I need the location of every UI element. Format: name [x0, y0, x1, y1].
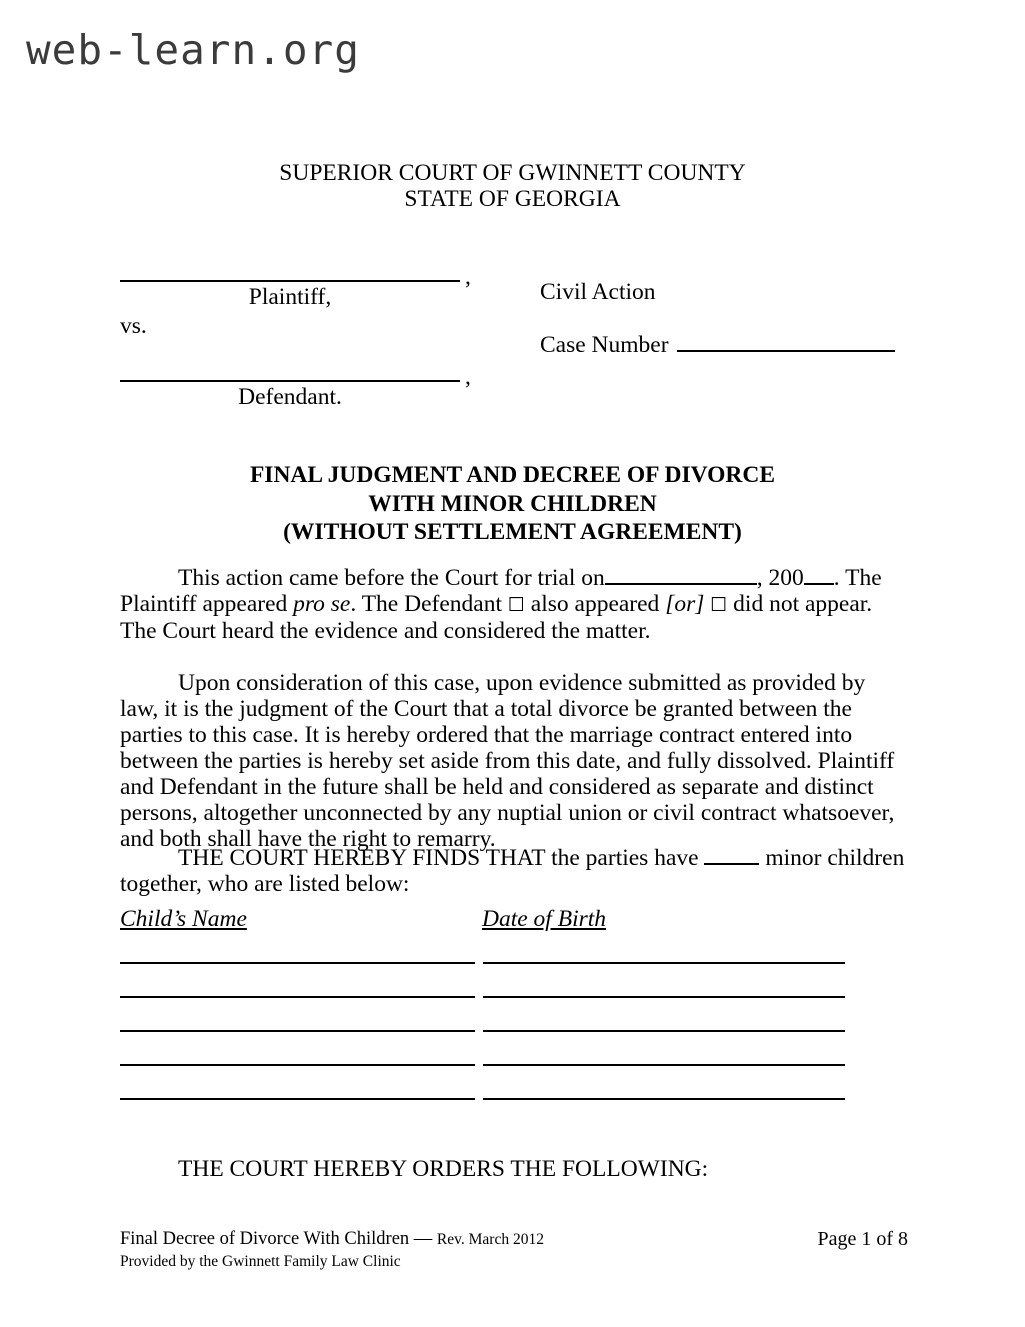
defendant-comma: ,: [465, 364, 471, 390]
page-footer: [120, 1229, 908, 1279]
pro-se-italic: pro se: [293, 591, 351, 617]
defendant-label: Defendant.: [238, 384, 342, 410]
caption-case-info: [540, 280, 910, 357]
checkbox-did-not-appear-icon[interactable]: ☐: [710, 594, 728, 616]
paragraph-trial-appearance: [120, 565, 908, 644]
orders-heading-text: THE COURT HEREBY ORDERS THE FOLLOWING:: [178, 1156, 709, 1182]
footer-document-title: Final Decree of Divorce With Children —: [120, 1229, 437, 1249]
plaintiff-comma: ,: [465, 264, 471, 290]
child-dob-blank[interactable]: [483, 962, 845, 964]
child-name-blank[interactable]: [120, 996, 475, 998]
p1-seg3: . The Plaintiff appeared: [120, 565, 882, 617]
footer-left: [120, 1229, 544, 1272]
minor-children-count-blank[interactable]: [704, 848, 759, 865]
plaintiff-name-blank[interactable]: [120, 280, 460, 282]
orders-heading: [120, 1156, 910, 1182]
trial-year-blank[interactable]: [804, 568, 834, 585]
column-header-date-of-birth: Date of Birth: [482, 906, 607, 932]
p1-seg2: , 200: [756, 565, 804, 591]
court-header-line-1: SUPERIOR COURT OF GWINNETT COUNTY: [279, 160, 746, 186]
trial-date-blank[interactable]: [605, 568, 757, 585]
court-header-line-2: STATE OF GEORGIA: [404, 186, 621, 212]
p1-seg4: . The Defendant: [350, 591, 508, 617]
footer-provider: Provided by the Gwinnett Family Law Clinic: [120, 1253, 401, 1270]
p1-seg5: also appeared: [524, 591, 666, 617]
footer-page-number: Page 1 of 8: [817, 1228, 908, 1250]
or-italic: [or]: [665, 591, 705, 617]
child-name-blank[interactable]: [120, 1064, 475, 1066]
p1-seg1: This action came before the Court for trial on: [178, 565, 605, 591]
versus-label: vs.: [120, 313, 147, 339]
case-number-label: Case Number: [540, 332, 669, 358]
child-dob-blank[interactable]: [483, 1030, 845, 1032]
child-dob-blank[interactable]: [483, 1098, 845, 1100]
paragraph-minor-children-finding: [120, 845, 908, 897]
court-header: [120, 160, 905, 212]
site-watermark: web-learn.org: [26, 26, 360, 74]
case-number-row: [540, 333, 910, 357]
footer-revision: Rev. March 2012: [436, 1231, 544, 1248]
case-caption: [120, 258, 910, 418]
table-row: [120, 1064, 910, 1098]
case-number-input[interactable]: [677, 336, 895, 352]
children-table-rows: [120, 962, 910, 1132]
table-row: [120, 962, 910, 996]
table-row: [120, 1030, 910, 1064]
civil-action-label: Civil Action: [540, 279, 656, 305]
page-title-line-1: FINAL JUDGMENT AND DECREE OF DIVORCE: [249, 462, 776, 488]
page-title: [120, 461, 905, 547]
p1-seg6: did not appear. The Court heard the evidence and considered the matter.: [120, 591, 873, 644]
checkbox-also-appeared-icon[interactable]: ☐: [507, 594, 525, 616]
page-title-line-3: (WITHOUT SETTLEMENT AGREEMENT): [283, 519, 742, 545]
defendant-name-blank[interactable]: [120, 380, 460, 382]
child-dob-blank[interactable]: [483, 1064, 845, 1066]
p2-text: Upon consideration of this case, upon evidence submitted as provided by law, it is the judgment of the Court that a total divorce be granted between the parties to this case. It is hereby ordered that the marriage contract entered into between the parties is hereby set aside from this date, and fully dissolved. Plaintiff and Defendant in the future shall be held and considered as separate and distinct persons, altogether unconnected by any nuptial union or civil contract whatsoever, and both shall have the right to remarry.: [120, 670, 895, 852]
p3-seg1: THE COURT HEREBY FINDS THAT the parties have: [178, 845, 699, 871]
paragraph-divorce-granted: [120, 670, 908, 852]
child-dob-blank[interactable]: [483, 996, 845, 998]
plaintiff-label: Plaintiff,: [248, 284, 332, 310]
table-row: [120, 1098, 910, 1132]
child-name-blank[interactable]: [120, 1098, 475, 1100]
table-row: [120, 996, 910, 1030]
child-name-blank[interactable]: [120, 1030, 475, 1032]
child-name-blank[interactable]: [120, 962, 475, 964]
column-header-child-name: Child’s Name: [120, 906, 247, 932]
page-title-line-2: WITH MINOR CHILDREN: [368, 490, 657, 517]
p3-seg2: minor children together, who are listed below:: [120, 845, 905, 897]
